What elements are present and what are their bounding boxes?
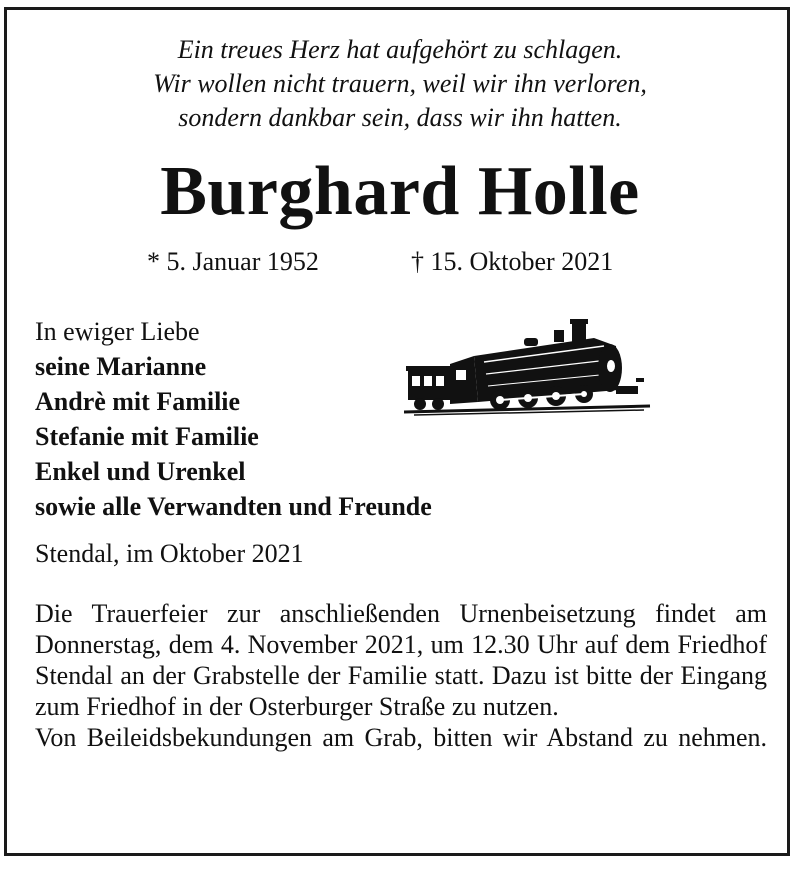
service-paragraph: Die Trauerfeier zur anschließenden Urnenbeisetzung findet am Donnerstag, dem 4. November 2021, um 12.30 Uhr auf dem Friedhof Stendal an der Grabstelle der Familie statt. Dazu ist bitte der Eingang zum Friedhof in der Osterburger Straße zu nutzen. (35, 599, 767, 721)
mourner-name: sowie alle Verwandten und Freunde (35, 492, 432, 521)
birth-date: * 5. Januar 1952 (147, 247, 319, 276)
funeral-service-info (35, 598, 767, 753)
mourner-name: Stefanie mit Familie (35, 422, 259, 451)
mourner-name: Enkel und Urenkel (35, 457, 246, 486)
condolence-note: Von Beileidsbekundungen am Grab, bitten wir Abstand zu nehmen. (35, 723, 767, 752)
memorial-quote (0, 33, 800, 135)
deceased-name: Burghard Holle (160, 153, 640, 230)
mourners-list (35, 314, 432, 524)
quote-line-2: Wir wollen nicht trauern, weil wir ihn verloren, (153, 69, 647, 98)
death-date: † 15. Oktober 2021 (411, 247, 614, 276)
steam-locomotive-icon (404, 316, 652, 420)
quote-line-1: Ein treues Herz hat aufgehört zu schlagen. (177, 35, 623, 64)
place-date: Stendal, im Oktober 2021 (35, 539, 304, 568)
mourner-name: seine Marianne (35, 352, 207, 381)
mourners-intro: In ewiger Liebe (35, 317, 200, 346)
mourner-name: Andrè mit Familie (35, 387, 241, 416)
quote-line-3: sondern dankbar sein, dass wir ihn hatten. (178, 103, 622, 132)
